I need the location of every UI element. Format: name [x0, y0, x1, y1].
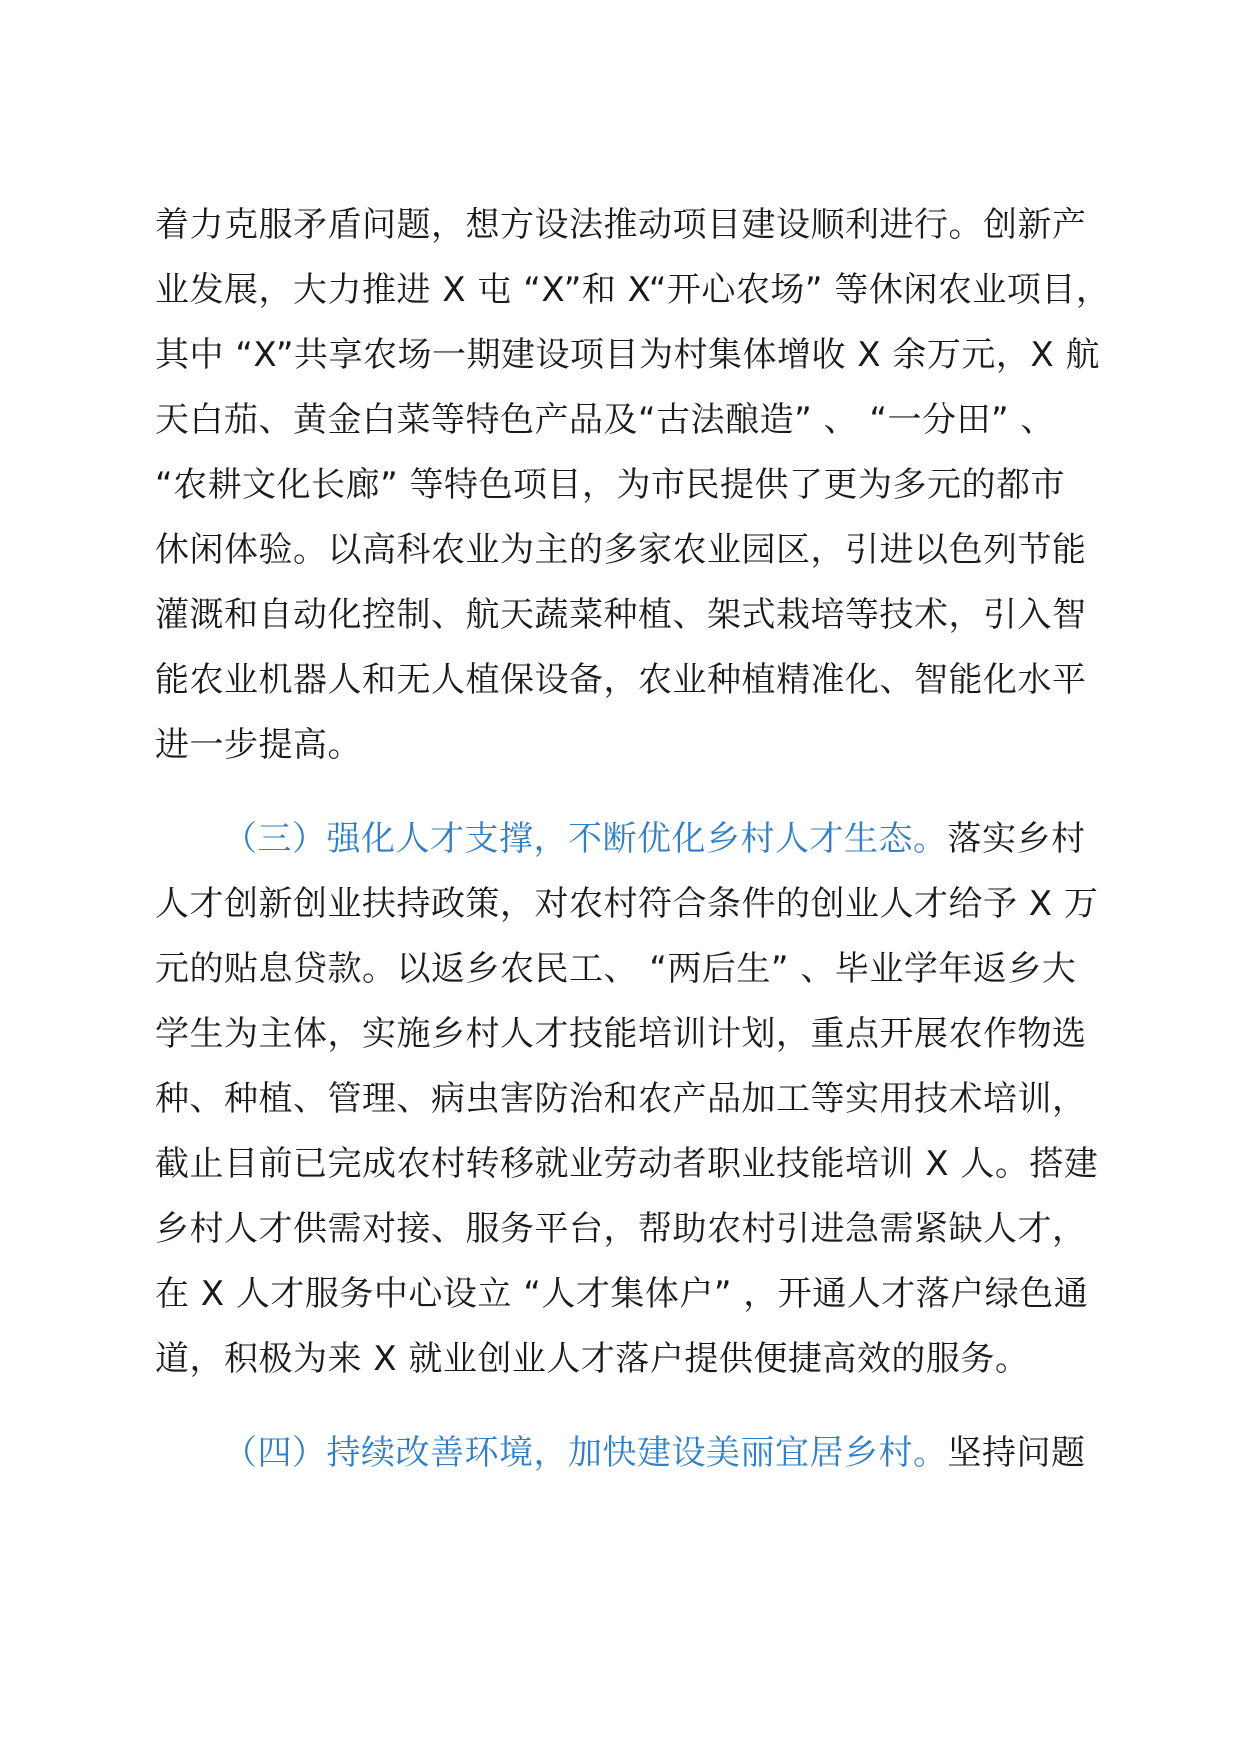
paragraph-spacing — [155, 1392, 1095, 1421]
paragraph-line: 业发展，大力推进 X 屯 “X”和 X“开心农场” 等休闲农业项目， — [155, 270, 1111, 310]
paragraph-line: 灌溉和自动化控制、航天蔬菜种植、架式栽培等技术，引入智 — [155, 595, 1087, 635]
paragraph — [155, 193, 1111, 778]
document-page — [155, 193, 1111, 1486]
paragraph-line: 元的贴息贷款。以返乡农民工、 “两后生” 、毕业学年返乡大 — [155, 949, 1077, 989]
paragraph-line: 在 X 人才服务中心设立 “人才集体户” ，开通人才落户绿色通 — [155, 1274, 1089, 1314]
section-first-line-text: 坚持问题 — [947, 1433, 1086, 1473]
paragraph-line: 截止目前已完成农村转移就业劳动者职业技能培训 X 人。搭建 — [155, 1144, 1099, 1184]
paragraph-line: 道，积极为来 X 就业创业人才落户提供便捷高效的服务。 — [155, 1339, 1030, 1379]
paragraph-line: “农耕文化长廊” 等特色项目，为市民提供了更为多元的都市 — [155, 465, 1066, 505]
paragraph-line: 休闲体验。以高科农业为主的多家农业园区，引进以色列节能 — [155, 530, 1087, 570]
paragraph-line: 学生为主体，实施乡村人才技能培训计划，重点开展农作物选 — [155, 1014, 1087, 1054]
paragraph-line: 其中 “X”共享农场一期建设项目为村集体增收 X 余万元，X 航 — [155, 335, 1100, 375]
section-first-line — [155, 807, 1095, 872]
paragraph-spacing — [155, 778, 1095, 807]
section-first-line-text: 落实乡村 — [947, 819, 1086, 859]
paragraph-line: 乡村人才供需对接、服务平台，帮助农村引进急需紧缺人才， — [155, 1209, 1087, 1249]
paragraph-line: 着力克服矛盾问题，想方设法推动项目建设顺利进行。创新产 — [155, 205, 1087, 245]
paragraph-line: 天白茄、黄金白菜等特色产品及“古法酿造” 、 “一分田” 、 — [155, 400, 1055, 440]
section-three — [155, 807, 1099, 1392]
section-first-line — [155, 1421, 1095, 1486]
paragraph-line: 种、种植、管理、病虫害防治和农产品加工等实用技术培训， — [155, 1079, 1087, 1119]
section-heading: （三）强化人才支撑，不断优化乡村人才生态。 — [223, 819, 948, 859]
paragraph-line: 人才创新创业扶持政策，对农村符合条件的创业人才给予 X 万 — [155, 884, 1099, 924]
paragraph-line: 能农业机器人和无人植保设备，农业种植精准化、智能化水平 — [155, 660, 1087, 700]
section-heading: （四）持续改善环境，加快建设美丽宜居乡村。 — [223, 1433, 948, 1473]
section-four — [155, 1421, 1095, 1486]
paragraph-line: 进一步提高。 — [155, 725, 362, 765]
